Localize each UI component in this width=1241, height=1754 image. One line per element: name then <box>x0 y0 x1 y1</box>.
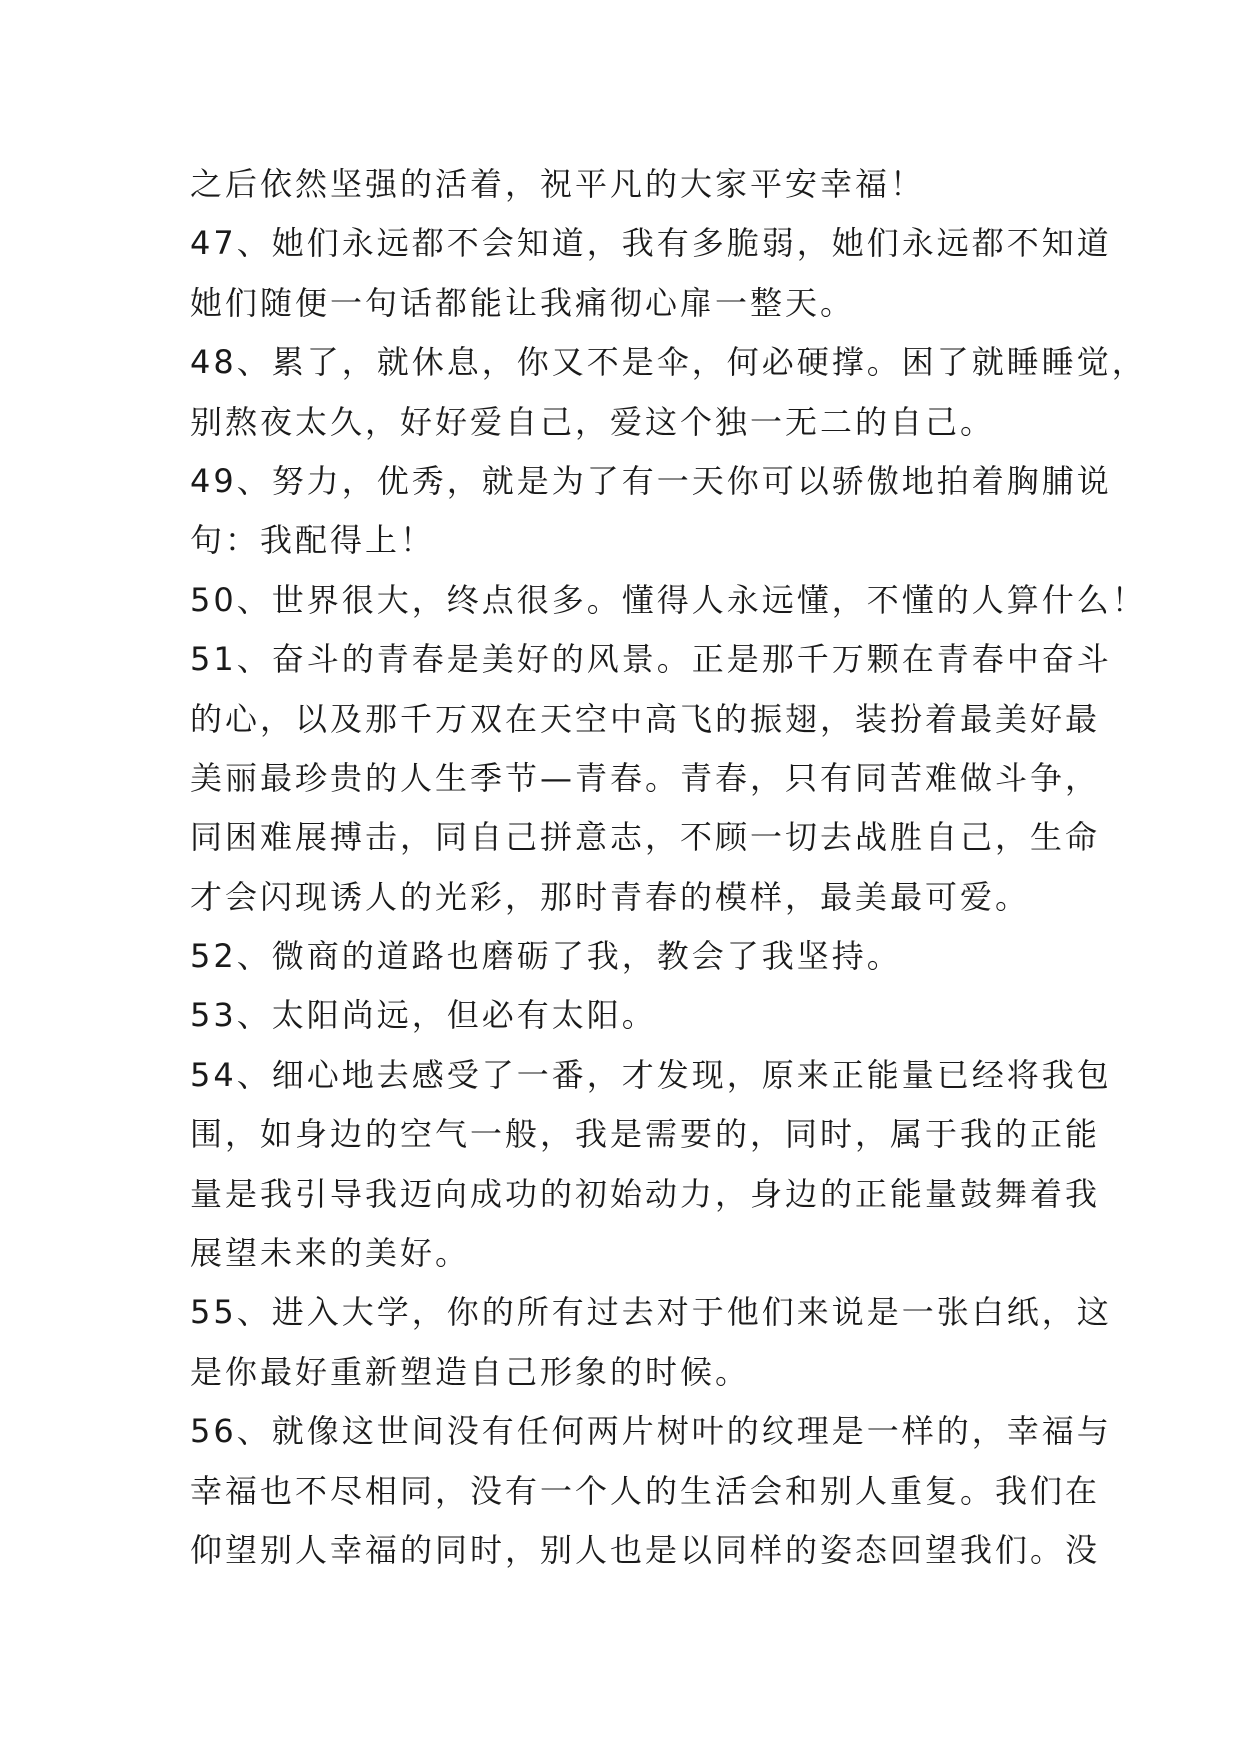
text-line: 48、累了，就休息，你又不是伞，何必硬撑。困了就睡睡觉， <box>190 343 1147 382</box>
text-line: 才会闪现诱人的光彩，那时青春的模样，最美最可爱。 <box>190 877 1031 916</box>
text-line: 的心，以及那千万双在天空中高飞的振翅，装扮着最美好最 <box>190 699 1101 738</box>
text-line: 51、奋斗的青春是美好的风景。正是那千万颗在青春中奋斗 <box>190 640 1112 679</box>
text-line: 47、她们永远都不会知道，我有多脆弱，她们永远都不知道 <box>190 224 1112 263</box>
text-line: 句：我配得上！ <box>190 521 436 560</box>
text-line: 53、太阳尚远，但必有太阳。 <box>190 996 657 1035</box>
text-line: 美丽最珍贵的人生季节—青春。青春，只有同苦难做斗争， <box>190 758 1101 797</box>
text-line: 展望未来的美好。 <box>190 1234 471 1273</box>
text-line: 52、微商的道路也磨砺了我，教会了我坚持。 <box>190 937 902 976</box>
text-line: 她们随便一句话都能让我痛彻心扉一整天。 <box>190 283 856 322</box>
document-body <box>190 155 1147 1580</box>
text-line: 幸福也不尽相同，没有一个人的生活会和别人重复。我们在 <box>190 1471 1101 1510</box>
text-line: 54、细心地去感受了一番，才发现，原来正能量已经将我包 <box>190 1055 1112 1094</box>
text-line: 是你最好重新塑造自己形象的时候。 <box>190 1352 751 1391</box>
text-line: 55、进入大学，你的所有过去对于他们来说是一张白纸，这 <box>190 1293 1112 1332</box>
text-line: 围，如身边的空气一般，我是需要的，同时，属于我的正能 <box>190 1115 1101 1154</box>
text-line: 别熬夜太久，好好爱自己，爱这个独一无二的自己。 <box>190 402 996 441</box>
text-line: 同困难展搏击，同自己拼意志，不顾一切去战胜自己，生命 <box>190 818 1101 857</box>
text-line: 量是我引导我迈向成功的初始动力，身边的正能量鼓舞着我 <box>190 1174 1101 1213</box>
text-line: 仰望别人幸福的同时，别人也是以同样的姿态回望我们。没 <box>190 1530 1101 1569</box>
text-line: 之后依然坚强的活着，祝平凡的大家平安幸福！ <box>190 165 926 203</box>
text-line: 56、就像这世间没有任何两片树叶的纹理是一样的，幸福与 <box>190 1412 1112 1451</box>
text-line: 50、世界很大，终点很多。懂得人永远懂，不懂的人算什么！ <box>190 580 1147 619</box>
text-line: 49、努力，优秀，就是为了有一天你可以骄傲地拍着胸脯说 <box>190 461 1112 500</box>
